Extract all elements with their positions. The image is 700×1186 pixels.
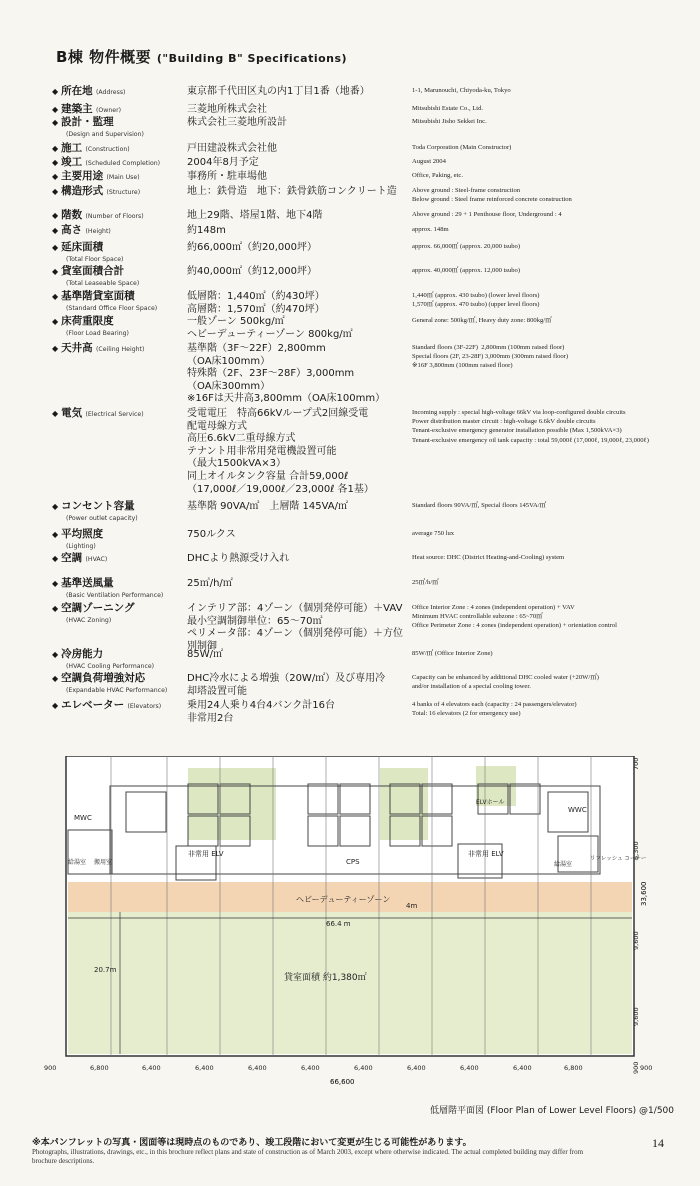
spec-label-en: (Ceiling Height) bbox=[96, 346, 145, 353]
bullet-diamond-icon: ◆ bbox=[52, 243, 59, 252]
bullet-diamond-icon: ◆ bbox=[52, 344, 59, 353]
right-dim-label: 700 bbox=[632, 757, 640, 770]
spec-label-en: (Construction) bbox=[85, 146, 130, 153]
spec-value-en: Office Interior Zone : 4 zones (independent operation) + VAV Minimum HVAC controllable subzone : 65~70㎡ Office Perimeter Zone : 4 zones (independent operation) + orientation control bbox=[412, 604, 618, 630]
spec-value-jp: 約66,000㎡（約20,000坪） bbox=[187, 242, 317, 253]
right-dim-label: 6,300 bbox=[632, 841, 640, 860]
spec-value-jp: 一般ゾーン 500kg/㎡ ヘビーデューティーゾーン 800kg/㎡ bbox=[187, 316, 353, 340]
bullet-diamond-icon: ◆ bbox=[52, 554, 59, 563]
bullet-diamond-icon: ◆ bbox=[52, 118, 59, 127]
zone-dim-label: 4m bbox=[406, 902, 418, 910]
spec-label-en-sub: (Floor Load Bearing) bbox=[66, 330, 129, 337]
spec-label-jp: 平均照度 bbox=[61, 528, 104, 540]
spec-label-en-sub: (HVAC Cooling Performance) bbox=[66, 663, 155, 670]
bullet-diamond-icon: ◆ bbox=[52, 530, 59, 539]
spec-value-en: approx. 148m bbox=[412, 226, 449, 233]
spec-label-en: (Address) bbox=[96, 89, 126, 96]
bottom-dim-label: 6,400 bbox=[460, 1064, 479, 1072]
wwc-label: WWC bbox=[568, 806, 587, 814]
spec-value-en: Mitsubishi Estate Co., Ltd. bbox=[412, 105, 484, 112]
spec-label-en-sub: (Expandable HVAC Performance) bbox=[66, 687, 168, 694]
bottom-dim-label: 6,400 bbox=[142, 1064, 161, 1072]
spec-value-en: Capacity can be enhanced by additional DHC cooled water (+20W/㎡) and/or installation of a special cooling tower. bbox=[412, 674, 599, 691]
emg-elv-right-label: 非常用 ELV bbox=[468, 850, 504, 858]
spec-value-jp: 2004年8月予定 bbox=[187, 157, 259, 168]
spec-label-en-sub: (Lighting) bbox=[66, 543, 96, 550]
spec-label bbox=[52, 171, 187, 183]
spec-value-jp: 乗用24人乗り4台4バンク計16台 非常用2台 bbox=[187, 700, 335, 724]
spec-label bbox=[52, 673, 187, 696]
spec-value-jp: 地上：鉄骨造 地下：鉄骨鉄筋コンクリート造 bbox=[187, 186, 397, 197]
spec-value-en: August 2004 bbox=[412, 158, 446, 165]
spec-value-jp: 三菱地所株式会社 bbox=[187, 104, 267, 115]
bullet-diamond-icon: ◆ bbox=[52, 144, 59, 153]
kyuto-right-label: 給湯室 bbox=[554, 861, 573, 868]
spec-value-en: Heat source: DHC (District Heating-and-Cooling) system bbox=[412, 554, 565, 561]
bottom-dim-label: 6,400 bbox=[354, 1064, 373, 1072]
spec-label-en: (Electrical Service) bbox=[85, 411, 144, 418]
bottom-dimensions bbox=[44, 1061, 653, 1074]
spec-label-jp: 主要用途 bbox=[61, 170, 104, 182]
spec-label bbox=[52, 143, 187, 155]
total-width: 66,600 bbox=[330, 1078, 355, 1086]
spec-label bbox=[52, 86, 187, 98]
spec-label-en: (Main Use) bbox=[106, 174, 140, 181]
sotsu-label: 搬用室 bbox=[94, 859, 113, 866]
bottom-dim-label: 900 bbox=[640, 1064, 653, 1072]
width-dim-label: 66.4 m bbox=[326, 920, 351, 928]
bullet-diamond-icon: ◆ bbox=[52, 211, 59, 220]
spec-value-en: approx. 40,000㎡ (approx. 12,000 tsubo) bbox=[412, 267, 521, 274]
spec-value-jp: 基準階（3F〜22F）2,800mm （OA床100mm） 特殊階（2F、23F〜28F）3,000mm （OA床300mm） ※16Fは天井高3,800mm（OA床100mm） bbox=[187, 343, 386, 405]
depth-dim-label: 20.7m bbox=[94, 966, 117, 974]
spec-label-jp: 所在地 bbox=[61, 85, 93, 97]
spec-label-en-sub: (Standard Office Floor Space) bbox=[66, 305, 158, 312]
bottom-dim-label: 6,400 bbox=[195, 1064, 214, 1072]
spec-label-jp: 貸室面積合計 bbox=[61, 265, 125, 277]
spec-value-jp: 低層階：1,440㎡（約430坪） 高層階：1,570㎡（約470坪） bbox=[187, 291, 325, 315]
page-title bbox=[56, 46, 347, 67]
elv-hall-label: ELVホール bbox=[476, 799, 505, 806]
spec-label bbox=[52, 316, 187, 339]
bullet-diamond-icon: ◆ bbox=[52, 105, 59, 114]
spec-value-jp: 85W/㎡ bbox=[187, 649, 223, 660]
spec-value-en: 1,440㎡ (approx. 430 tsubo) (lower level floors) 1,570㎡ (approx. 470 tsubo) (upper level floors) bbox=[412, 292, 540, 309]
spec-value-en: approx. 66,000㎡ (approx. 20,000 tsubo) bbox=[412, 243, 521, 250]
bottom-dim-label: 6,400 bbox=[248, 1064, 267, 1072]
spec-label-jp: 施工 bbox=[61, 142, 83, 154]
spec-value-en: Standard floors (3F-22F) 2,800mm (100mm raised floor) Special floors (2F, 23-28F) 3,000mm (300mm raised floor) ※16F 3,800mm (100mm raised floor) bbox=[412, 344, 569, 370]
spec-label bbox=[52, 266, 187, 289]
bullet-diamond-icon: ◆ bbox=[52, 226, 59, 235]
spec-label-jp: 電気 bbox=[61, 407, 83, 419]
spec-label-jp: 基準階貸室面積 bbox=[61, 290, 135, 302]
spec-value-jp: DHC冷水による増強（20W/㎡）及び専用冷 却塔設置可能 bbox=[187, 673, 386, 697]
spec-label bbox=[52, 117, 187, 140]
spec-label bbox=[52, 104, 187, 116]
core-shade-mid bbox=[380, 768, 428, 840]
spec-value-jp: 戸田建設株式会社他 bbox=[187, 143, 277, 154]
spec-label-jp: 延床面積 bbox=[61, 241, 104, 253]
spec-label-en-sub: (Total Floor Space) bbox=[66, 256, 124, 263]
bullet-diamond-icon: ◆ bbox=[52, 579, 59, 588]
core-shade-left bbox=[188, 768, 276, 840]
spec-label-en: (Number of Floors) bbox=[85, 213, 144, 220]
spec-label-jp: コンセント容量 bbox=[61, 500, 135, 512]
total-depth: 33,600 bbox=[640, 881, 648, 906]
spec-value-en: Toda Corporation (Main Constructor) bbox=[412, 144, 512, 151]
spec-value-en: 85W/㎡ (Office Interior Zone) bbox=[412, 650, 493, 657]
spec-label-jp: 天井高 bbox=[61, 342, 93, 354]
spec-label bbox=[52, 700, 187, 712]
spec-label bbox=[52, 186, 187, 198]
spec-label bbox=[52, 225, 187, 237]
spec-label-jp: 冷房能力 bbox=[61, 648, 104, 660]
bottom-dim-label: 6,400 bbox=[301, 1064, 320, 1072]
spec-value-en: 25㎥/h/㎡ bbox=[412, 579, 439, 586]
spec-value-en: General zone: 500kg/㎡, Heavy duty zone: 800kg/㎡ bbox=[412, 317, 552, 324]
floor-plan bbox=[38, 756, 664, 1088]
bottom-dim-label: 6,800 bbox=[90, 1064, 109, 1072]
page-number: 14 bbox=[652, 1136, 664, 1150]
spec-value-en: average 750 lux bbox=[412, 530, 455, 537]
spec-value-jp: 事務所・駐車場他 bbox=[187, 171, 267, 182]
spec-value-jp: 基準階 90VA/㎡ 上層階 145VA/㎡ bbox=[187, 501, 348, 512]
spec-label-en-sub: (HVAC Zoning) bbox=[66, 617, 112, 624]
bottom-dim-label: 900 bbox=[44, 1064, 57, 1072]
spec-label-jp: 建築主 bbox=[61, 103, 93, 115]
emg-elv-left-label: 非常用 ELV bbox=[188, 850, 224, 858]
spec-label-en-sub: (Basic Ventilation Performance) bbox=[66, 592, 164, 599]
spec-value-en: 4 banks of 4 elevators each (capacity : 24 passengers/elevator) Total: 16 elevators (2 for emergency use) bbox=[412, 701, 577, 718]
spec-label bbox=[52, 603, 187, 626]
footnote-en: Photographs, illustrations, drawings, etc., in this brochure reflect plans and state of construction as of March 2003, except where otherwise indicated. The actual completed building may differ from brochure descriptions. bbox=[32, 1148, 584, 1165]
spec-label bbox=[52, 242, 187, 265]
spec-label bbox=[52, 157, 187, 169]
leasable-label: 貸室面積 約1,380㎡ bbox=[284, 973, 367, 983]
right-dim-label: 9,600 bbox=[632, 931, 640, 950]
bottom-dim-label: 6,400 bbox=[513, 1064, 532, 1072]
spec-value-jp: 25㎥/h/㎡ bbox=[187, 578, 233, 589]
bullet-diamond-icon: ◆ bbox=[52, 604, 59, 613]
spec-label-jp: 基準送風量 bbox=[61, 577, 114, 589]
spec-value-jp: インテリア部：4ゾーン（個別発停可能）＋VAV 最小空調制御単位：65〜70㎡ ペリメータ部：4ゾーン（個別発停可能）＋方位 別制御 bbox=[187, 603, 403, 652]
spec-label bbox=[52, 553, 187, 565]
bullet-diamond-icon: ◆ bbox=[52, 187, 59, 196]
spec-value-jp: 約40,000㎡（約12,000坪） bbox=[187, 266, 317, 277]
spec-label-en-sub: (Total Leaseable Space) bbox=[66, 280, 140, 287]
spec-label-en: (HVAC) bbox=[85, 556, 108, 563]
spec-value-jp: 750ルクス bbox=[187, 529, 236, 540]
bullet-diamond-icon: ◆ bbox=[52, 317, 59, 326]
spec-value-en: Office, Paking, etc. bbox=[412, 172, 463, 179]
spec-label bbox=[52, 210, 187, 222]
spec-label-jp: 設計・監理 bbox=[61, 116, 114, 128]
spec-label-en: (Height) bbox=[85, 228, 111, 235]
bullet-diamond-icon: ◆ bbox=[52, 701, 59, 710]
bullet-diamond-icon: ◆ bbox=[52, 409, 59, 418]
spec-value-en: Above ground : Steel-frame construction Below ground : Steel frame reinforced concrete construction bbox=[412, 187, 572, 204]
bullet-diamond-icon: ◆ bbox=[52, 87, 59, 96]
spec-value-en: 1-1, Marunouchi, Chiyoda-ku, Tokyo bbox=[412, 87, 511, 94]
spec-label-jp: 空調負荷増強対応 bbox=[61, 672, 146, 684]
bullet-diamond-icon: ◆ bbox=[52, 650, 59, 659]
bullet-diamond-icon: ◆ bbox=[52, 267, 59, 276]
bullet-diamond-icon: ◆ bbox=[52, 172, 59, 181]
footnote-jp: ※本パンフレットの写真・図面等は現時点のものであり、竣工段階において変更が生じる可能性があります。 bbox=[32, 1138, 472, 1148]
bullet-diamond-icon: ◆ bbox=[52, 292, 59, 301]
title-en: ("Building B" Specifications) bbox=[156, 52, 348, 65]
spec-label-jp: 階数 bbox=[61, 209, 83, 221]
spec-label-jp: 空調 bbox=[61, 552, 83, 564]
spec-label bbox=[52, 343, 187, 355]
spec-label bbox=[52, 408, 187, 420]
spec-value-jp: 受電電圧 特高66kVループ式2回線受電 配電母線方式 高圧6.6kV二重母線方式 テナント用非常用発電機設置可能 （最大1500kVA×3） 同上オイルタンク容量 合計59,000ℓ （17,000ℓ／19,000ℓ／23,000ℓ 各1基） bbox=[187, 408, 374, 495]
refresh-label: リフレッシュ コーナー bbox=[590, 856, 647, 862]
title-jp: B棟 物件概要 bbox=[56, 48, 152, 66]
spec-label-en-sub: (Power outlet capacity) bbox=[66, 515, 138, 522]
spec-value-en: Above ground : 29 + 1 Penthouse floor, Underground : 4 bbox=[412, 211, 562, 218]
spec-label bbox=[52, 529, 187, 552]
spec-label-en: (Owner) bbox=[96, 107, 122, 114]
spec-label-jp: 構造形式 bbox=[61, 185, 104, 197]
bottom-dim-label: 6,800 bbox=[564, 1064, 583, 1072]
spec-label-jp: 床荷重限度 bbox=[61, 315, 114, 327]
spec-label-jp: 空調ゾーニング bbox=[61, 602, 135, 614]
spec-label-jp: エレベーター bbox=[61, 699, 125, 711]
spec-value-en: Incoming supply : special high-voltage 66kV via loop-configured double circuits Power distribution master circuit : high-voltage 6.6kV double circuits Tenant-exclusive emergency generator installation possible (Max 1,500kVA×3) Tenant-exclusive emergency oil tank capacity : total 59,000ℓ (17,000ℓ, 19,000ℓ, 23,000ℓ) bbox=[412, 409, 649, 444]
bullet-diamond-icon: ◆ bbox=[52, 674, 59, 683]
spec-label bbox=[52, 501, 187, 524]
cps-label: CPS bbox=[346, 858, 360, 866]
spec-value-jp: DHCより熱源受け入れ bbox=[187, 553, 290, 564]
spec-label bbox=[52, 649, 187, 672]
spec-label bbox=[52, 578, 187, 601]
kyuto-left-label: 給湯室 bbox=[68, 859, 87, 866]
spec-value-jp: 東京都千代田区丸の内1丁目1番（地番） bbox=[187, 86, 370, 97]
spec-label-en-sub: (Design and Supervision) bbox=[66, 131, 144, 138]
heavy-zone-label: ヘビーデューティーゾーン bbox=[296, 895, 391, 904]
bottom-dim-label: 6,400 bbox=[407, 1064, 426, 1072]
spec-value-jp: 約148m bbox=[187, 225, 226, 236]
bullet-diamond-icon: ◆ bbox=[52, 158, 59, 167]
spec-value-en: Standard floors 90VA/㎡, Special floors 145VA/㎡ bbox=[412, 502, 547, 509]
plan-caption: 低層階平面図 (Floor Plan of Lower Level Floors) @1/500 bbox=[430, 1106, 674, 1116]
mwc-label: MWC bbox=[74, 814, 92, 822]
spec-label-jp: 高さ bbox=[61, 224, 83, 236]
spec-label-en: (Structure) bbox=[106, 189, 141, 196]
spec-value-en: Mitsubishi Jisho Sekkei Inc. bbox=[412, 118, 487, 125]
spec-label-en: (Elevators) bbox=[127, 703, 162, 710]
right-dim-label: 900 bbox=[632, 1061, 640, 1074]
bullet-diamond-icon: ◆ bbox=[52, 502, 59, 511]
spec-value-jp: 地上29階、塔屋1階、地下4階 bbox=[187, 210, 323, 221]
spec-label-en: (Scheduled Completion) bbox=[85, 160, 161, 167]
spec-label bbox=[52, 291, 187, 314]
spec-value-jp: 株式会社三菱地所設計 bbox=[187, 117, 287, 128]
right-dim-label: 9,600 bbox=[632, 1007, 640, 1026]
spec-label-jp: 竣工 bbox=[61, 156, 83, 168]
